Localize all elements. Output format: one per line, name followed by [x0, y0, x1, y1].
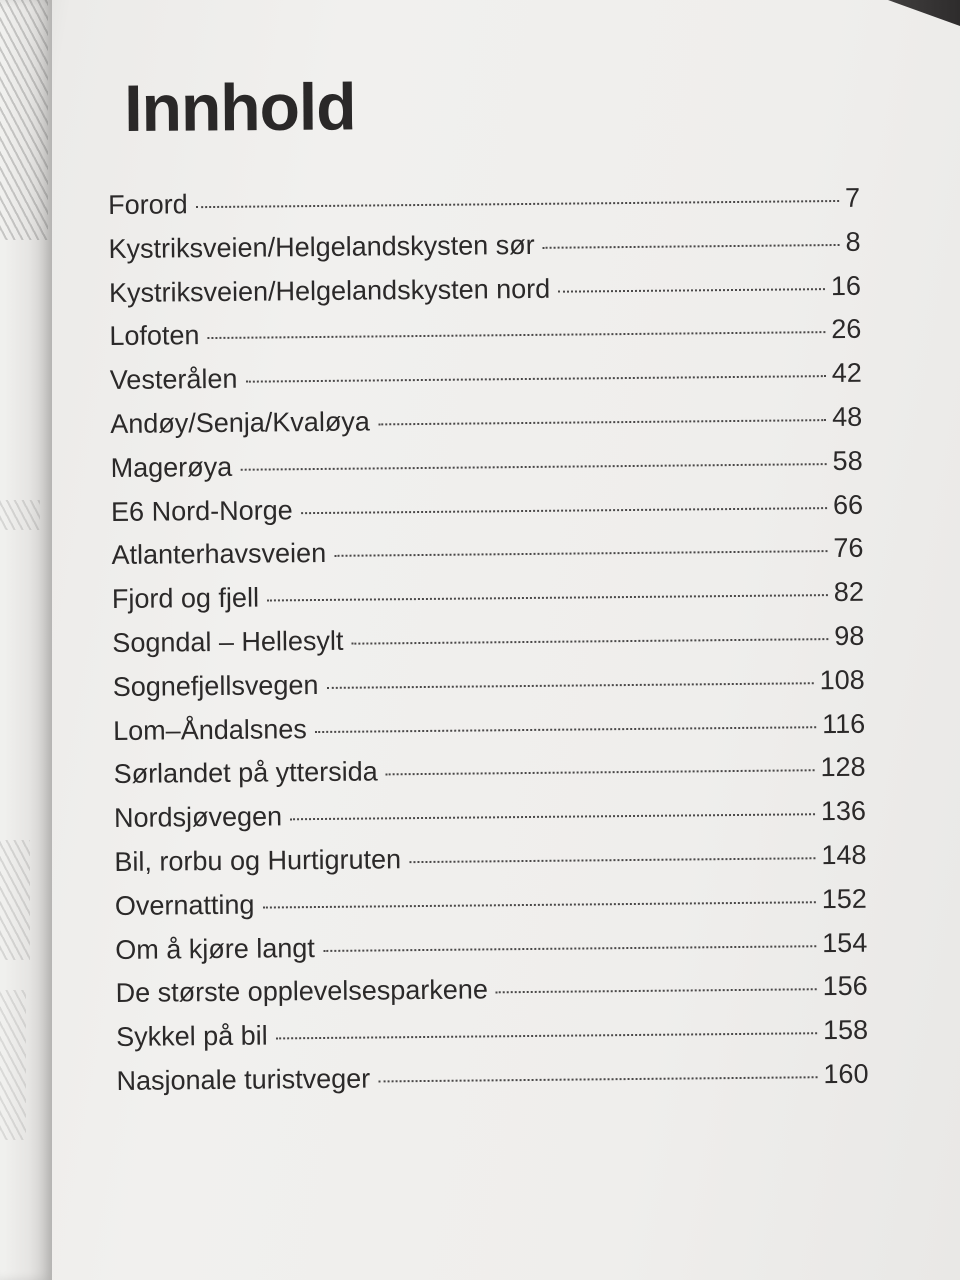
toc-entry-label: De største opplevelsesparkene	[115, 974, 489, 1009]
toc-entry-label: Sørlandet på yttersida	[113, 756, 378, 790]
toc-entry-page-number: 116	[821, 708, 866, 739]
toc-entry-page-number: 66	[832, 489, 864, 520]
dot-leader	[558, 288, 825, 293]
toc-entry-page-number: 108	[819, 664, 865, 695]
table-of-contents	[108, 183, 869, 1110]
toc-entry-label: Vesterålen	[109, 363, 238, 396]
dot-leader	[315, 726, 816, 733]
toc-entry-label: Nasjonale turistveger	[116, 1063, 371, 1096]
toc-entry-page-number: 136	[820, 795, 867, 827]
toc-entry-label: Forord	[108, 189, 188, 220]
toc-entry-page-number: 156	[822, 971, 868, 1002]
dot-leader	[290, 813, 815, 820]
toc-entry	[114, 840, 866, 891]
toc-entry-label: Kystriksveien/Helgelandskysten sør	[108, 229, 535, 264]
toc-entry	[114, 796, 866, 847]
toc-entry-label: Andøy/Senja/Kvaløya	[110, 406, 371, 439]
toc-entry-page-number: 58	[832, 445, 863, 476]
toc-entry	[108, 227, 860, 278]
toc-entry	[111, 533, 863, 584]
toc-entry-page-number: 7	[844, 182, 861, 213]
dot-leader	[262, 901, 815, 908]
dot-leader	[543, 244, 840, 249]
dot-leader	[409, 857, 815, 863]
background-corner	[840, 0, 960, 26]
dot-leader	[208, 332, 826, 340]
facing-page-bleed	[0, 0, 48, 240]
toc-entry-page-number: 154	[822, 927, 868, 958]
toc-entry	[109, 314, 861, 365]
toc-entry	[109, 270, 861, 321]
dot-leader	[326, 682, 813, 689]
toc-entry	[116, 1059, 868, 1110]
dot-leader	[267, 594, 828, 601]
toc-entry-page-number: 148	[821, 839, 867, 871]
toc-entry-page-number: 16	[830, 270, 862, 301]
toc-entry	[116, 1015, 868, 1066]
toc-entry	[111, 446, 863, 497]
page-title: Innhold	[124, 69, 356, 145]
toc-entry	[113, 665, 865, 716]
toc-entry-page-number: 128	[820, 752, 866, 783]
facing-page-bleed	[0, 990, 26, 1140]
toc-entry-label: Sogndal – Hellesylt	[112, 625, 344, 658]
dot-leader	[386, 770, 815, 776]
toc-entry	[113, 752, 865, 803]
toc-entry-label: Kystriksveien/Helgelandskysten nord	[108, 273, 551, 308]
facing-page-bleed	[0, 500, 40, 530]
dot-leader	[240, 463, 826, 471]
dot-leader	[378, 1076, 817, 1082]
toc-entry-page-number: 160	[823, 1058, 869, 1090]
toc-entry-page-number: 26	[831, 314, 862, 345]
dot-leader	[351, 638, 828, 645]
facing-page-bleed	[0, 840, 30, 960]
toc-entry-page-number: 82	[833, 576, 865, 608]
toc-entry-page-number: 48	[832, 401, 863, 433]
toc-entry-page-number: 158	[822, 1014, 869, 1046]
toc-entry	[116, 971, 868, 1022]
toc-entry-label: Om å kjøre langt	[115, 932, 315, 965]
dot-leader	[245, 375, 825, 383]
toc-entry-page-number: 98	[834, 620, 865, 652]
toc-entry-label: Overnatting	[114, 889, 255, 921]
dot-leader	[378, 419, 826, 425]
toc-entry-label: Lom–Åndalsnes	[113, 713, 307, 746]
dot-leader	[276, 1032, 817, 1039]
dot-leader	[496, 989, 817, 994]
toc-entry	[115, 927, 867, 978]
toc-entry	[113, 708, 865, 759]
toc-entry-label: Sykkel på bil	[115, 1020, 268, 1053]
dot-leader	[323, 945, 816, 952]
toc-entry-label: Lofoten	[109, 320, 200, 352]
toc-entry-page-number: 8	[845, 226, 861, 257]
toc-entry	[115, 883, 867, 934]
toc-entry	[110, 358, 862, 409]
toc-entry	[112, 577, 864, 628]
toc-entry	[112, 621, 864, 672]
toc-entry-page-number: 42	[831, 357, 862, 389]
toc-entry-label: Sognefjellsvegen	[112, 669, 319, 702]
toc-entry-label: Atlanterhavsveien	[111, 538, 327, 571]
toc-entry-label: Fjord og fjell	[111, 582, 260, 615]
dot-leader	[334, 550, 827, 557]
toc-entry-label: Magerøya	[110, 451, 233, 483]
toc-entry-label: Nordsjøvegen	[113, 801, 283, 834]
dot-leader	[196, 200, 839, 208]
toc-entry-label: E6 Nord-Norge	[110, 494, 293, 527]
dot-leader	[301, 507, 827, 514]
toc-entry-page-number: 152	[821, 883, 867, 914]
toc-entry-page-number: 76	[833, 533, 864, 564]
toc-entry	[108, 183, 860, 234]
toc-entry	[110, 402, 862, 453]
toc-entry-label: Bil, rorbu og Hurtigruten	[114, 844, 402, 877]
toc-entry	[111, 489, 863, 540]
